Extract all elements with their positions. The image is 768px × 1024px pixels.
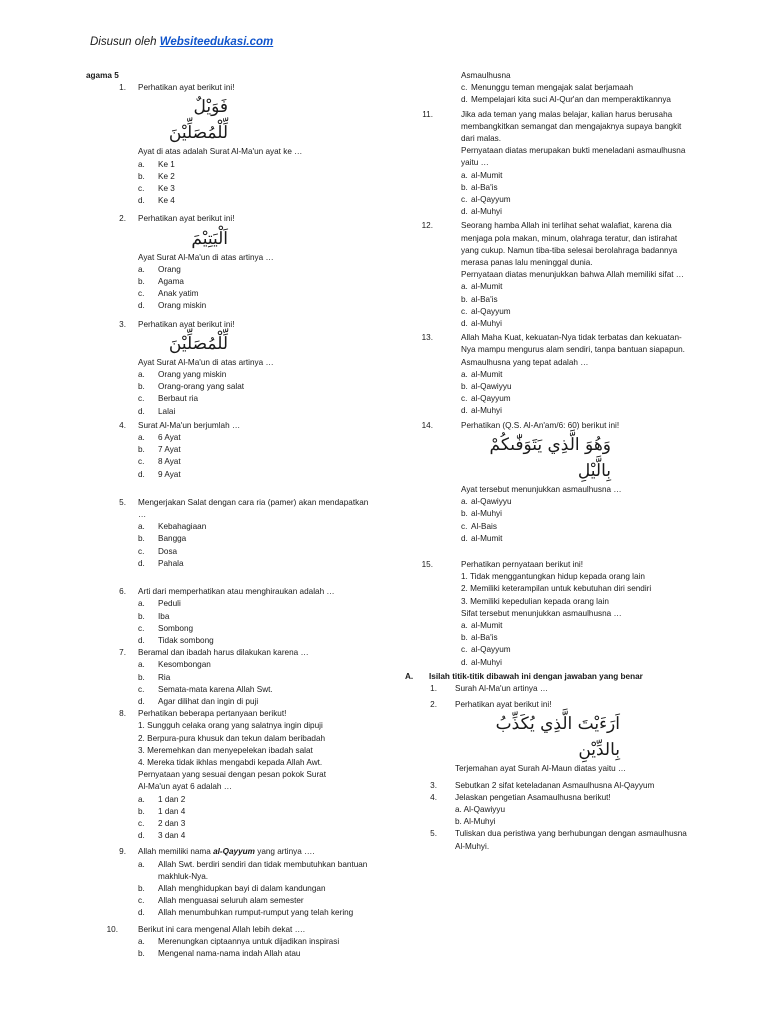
option-text: 6 Ayat — [158, 433, 181, 443]
option-text: Iba — [158, 611, 170, 621]
essay-5 — [405, 828, 695, 852]
question-3 — [86, 319, 376, 418]
question-7 — [86, 647, 376, 708]
answer-option — [461, 521, 695, 533]
answer-option — [138, 696, 376, 708]
option-letter: a. — [138, 159, 145, 169]
option-text: al-Mumit — [471, 369, 503, 379]
answer-option — [138, 635, 376, 647]
question-prompt: Ayat tersebut menunjukkan asmaulhusna … — [461, 484, 622, 494]
option-text: al-Qayyum — [471, 394, 511, 404]
option-letter: d. — [138, 696, 145, 706]
answer-option — [138, 859, 376, 883]
option-letter: a. — [138, 660, 145, 670]
option-letter: d. — [461, 657, 468, 667]
statement-line: 3. Meremehkan dan menyepelekan ibadah salat — [138, 745, 313, 755]
option-text: Lalai — [158, 406, 176, 416]
answer-option — [138, 456, 376, 468]
question-text: Jika ada teman yang malas belajar, kalian harus berusaha membangkitkan semangat dan mengajaknya supaya bangkit dari malas. — [461, 109, 682, 144]
option-letter: c. — [138, 818, 145, 828]
answer-option — [461, 194, 695, 206]
question-number: 3. — [119, 319, 126, 329]
option-letter: d. — [138, 469, 145, 479]
answer-option — [461, 82, 695, 94]
option-letter: c. — [138, 546, 145, 556]
answer-option — [138, 659, 376, 671]
option-letter: a. — [461, 170, 468, 180]
option-letter: c. — [138, 896, 145, 906]
option-text: Kesombongan — [158, 660, 211, 670]
question-header — [86, 82, 376, 94]
option-letter: b. — [461, 633, 468, 643]
option-text: Mempelajari kita suci Al-Qur'an dan memperaktikannya — [471, 95, 671, 105]
option-text: al-Ba'is — [471, 294, 498, 304]
answer-option — [138, 883, 376, 895]
answer-option — [138, 672, 376, 684]
question-text: Arti dari memperhatikan atau menghiraukan adalah … — [138, 587, 335, 597]
question-number: 13. — [421, 333, 433, 343]
statement-line: 2. Berpura-pura khusuk dan tekun dalam beribadah — [138, 733, 326, 743]
question-text-post: yang artinya …. — [254, 847, 315, 857]
option-letter: c. — [461, 83, 468, 93]
question-number: 6. — [119, 587, 126, 597]
essay-number: 2. — [430, 700, 437, 710]
document-header — [90, 36, 273, 48]
option-text: Orang-orang yang salat — [158, 382, 245, 392]
option-letter: b. — [138, 672, 145, 682]
option-letter: b. — [138, 948, 145, 958]
option-letter: c. — [138, 184, 145, 194]
answer-option — [461, 94, 695, 106]
answer-option — [461, 657, 695, 669]
question-text: Allah Maha Kuat, kekuatan-Nya tidak terbatas dan kekuatan-Nya mampu mengurus alam sendiri, tanpa bantuan siapapun. — [461, 333, 685, 355]
question-text: Perhatikan pernyataan berikut ini! — [461, 559, 583, 569]
option-letter: d. — [138, 196, 145, 206]
answer-option — [461, 206, 695, 218]
answer-option — [138, 264, 376, 276]
question-header — [86, 924, 376, 936]
question-header — [86, 497, 376, 521]
question-text: Perhatikan (Q.S. Al-An'am/6: 60) berikut ini! — [461, 420, 620, 430]
left-column — [86, 70, 376, 960]
option-letter: c. — [138, 457, 145, 467]
answer-option — [461, 508, 695, 520]
option-text: al-Qayyum — [471, 195, 511, 205]
question-header — [86, 586, 376, 598]
essay-2 — [405, 699, 695, 775]
answer-option — [461, 533, 695, 545]
option-text: 1 dan 4 — [158, 806, 186, 816]
option-letter: d. — [461, 533, 468, 543]
question-header — [405, 220, 695, 269]
answer-option — [461, 644, 695, 656]
option-text: 3 dan 4 — [158, 831, 186, 841]
answer-option — [138, 794, 376, 806]
essay-header — [405, 792, 695, 804]
answer-option — [461, 393, 695, 405]
answer-option — [461, 318, 695, 330]
answer-option — [461, 281, 695, 293]
option-letter: d. — [461, 95, 468, 105]
option-letter: a. — [461, 497, 468, 507]
option-text: al-Muhyi — [471, 406, 502, 416]
question-text: Berikut ini cara mengenal Allah lebih dekat …. — [138, 924, 306, 934]
answer-option — [138, 623, 376, 635]
question-header — [405, 109, 695, 146]
option-text: Orang miskin — [158, 301, 207, 311]
option-letter: d. — [461, 207, 468, 217]
sub-item: b. Al-Muhyi — [455, 817, 496, 827]
section-a-heading: A. Isilah titik-titik dibawah ini dengan jawaban yang benar — [405, 671, 643, 681]
option-text: al-Mumit — [471, 533, 503, 543]
option-letter: b. — [138, 382, 145, 392]
option-text: Agar dilihat dan ingin di puji — [158, 696, 259, 706]
question-header — [86, 846, 376, 858]
answer-option — [461, 405, 695, 417]
statement-line: Pernyataan yang sesuai dengan pesan pokok Surat — [138, 770, 326, 780]
answer-option — [138, 393, 376, 405]
option-letter: a. — [138, 936, 145, 946]
sub-item: a. Al-Qawiyyu — [455, 804, 506, 814]
question-6 — [86, 586, 376, 647]
header-prefix: Disusun oleh — [90, 36, 160, 48]
option-letter: c. — [138, 394, 145, 404]
answer-option — [138, 830, 376, 842]
option-letter: a. — [461, 369, 468, 379]
answer-option — [138, 818, 376, 830]
statement-line: 3. Memiliki kepedulian kepada orang lain — [461, 596, 609, 606]
essay-4 — [405, 792, 695, 829]
question-13 — [405, 332, 695, 417]
option-letter: a. — [138, 264, 145, 274]
option-letter: b. — [461, 509, 468, 519]
option-letter: a. — [138, 433, 145, 443]
question-number: 5. — [119, 497, 126, 507]
question-header — [86, 213, 376, 225]
question-number: 2. — [119, 214, 126, 224]
option-text: 7 Ayat — [158, 445, 181, 455]
question-number: 8. — [119, 709, 126, 719]
statement-line: Al-Ma'un ayat 6 adalah … — [138, 782, 232, 792]
question-header — [405, 559, 695, 571]
option-text: Semata-mata karena Allah Swt. — [158, 684, 273, 694]
answer-option — [138, 381, 376, 393]
question-text: Perhatikan ayat berikut ini! — [138, 83, 235, 93]
option-letter: b. — [461, 294, 468, 304]
question-10 — [86, 924, 376, 961]
question-12 — [405, 220, 695, 330]
question-5 — [86, 497, 376, 570]
question-text-pre: Allah memiliki nama — [138, 847, 214, 857]
answer-option — [461, 170, 695, 182]
answer-option — [138, 159, 376, 171]
answer-option — [461, 620, 695, 632]
arabic-verse: وَهُوَ الَّذِي يَتَوَفّٰىكُمْ بِالَّيْلِ — [489, 434, 611, 481]
right-column — [405, 70, 695, 853]
option-letter: c. — [138, 623, 145, 633]
option-letter: b. — [138, 277, 145, 287]
essay-prompt: Terjemahan ayat Surah Al-Maun diatas yaitu … — [455, 764, 627, 774]
option-text: al-Mumit — [471, 170, 503, 180]
essay-number: 4. — [430, 792, 437, 802]
question-number: 11. — [422, 109, 433, 119]
question-number: 9. — [119, 847, 126, 857]
question-number: 12. — [421, 221, 433, 231]
option-letter: a. — [138, 859, 145, 869]
option-text: Bangga — [158, 534, 187, 544]
option-text: al-Muhyi — [471, 509, 502, 519]
answer-option — [461, 496, 695, 508]
statement-line: 1. Tidak menggantungkan hidup kepada orang lain — [461, 572, 645, 582]
essay-1 — [405, 683, 695, 695]
question-header — [86, 708, 376, 720]
option-text: Orang yang miskin — [158, 370, 227, 380]
option-text: al-Qawiyyu — [471, 382, 512, 392]
option-letter: c. — [461, 645, 468, 655]
question-number: 7. — [119, 648, 126, 658]
option-text: Peduli — [158, 599, 181, 609]
answer-option — [461, 294, 695, 306]
question-8 — [86, 708, 376, 842]
option-text: Mengenal nama-nama indah Allah atau — [158, 948, 301, 958]
answer-option — [461, 306, 695, 318]
question-prompt: Pernyataan diatas merupakan bukti meneladani asmaulhusna yaitu … — [461, 146, 686, 168]
question-prompt: Asmaulhusna yang tepat adalah … — [461, 357, 589, 367]
essay-text: Tuliskan dua peristiwa yang berhubungan dengan asmaulhusna Al-Muhyi. — [455, 829, 687, 851]
question-text: Mengerjakan Salat dengan cara ria (pamer) akan mendapatkan … — [138, 497, 369, 520]
arabic-verse: اَرَءَيْتَ الَّذِي يُكَذِّبُ بِالدِّيْنِ — [495, 714, 620, 761]
question-number: 4. — [119, 420, 126, 430]
option-text: Dosa — [158, 546, 178, 556]
option-letter: d. — [138, 301, 145, 311]
question-4 — [86, 420, 376, 481]
option-text: Allah menumbuhkan rumput-rumput yang telah kering — [158, 908, 354, 918]
answer-option — [138, 546, 376, 558]
essay-text: Sebutkan 2 sifat keteladanan Asmaulhusna Al-Qayyum — [455, 780, 655, 790]
answer-option — [461, 182, 695, 194]
option-text: al-Muhyi — [471, 657, 502, 667]
option-letter: d. — [138, 558, 145, 568]
question-header — [86, 420, 376, 432]
answer-option — [138, 195, 376, 207]
question-1 — [86, 82, 376, 207]
answer-option — [138, 806, 376, 818]
option-text: Tidak sombong — [158, 635, 214, 645]
arabic-verse: فَوَيْلٌ لِّلْمُصَلِّيْنَ — [168, 97, 228, 144]
essay-number: 3. — [430, 780, 437, 790]
answer-option — [138, 406, 376, 418]
option-text: al-Ba'is — [471, 182, 498, 192]
option-letter: d. — [138, 406, 145, 416]
answer-option — [461, 369, 695, 381]
continued-line: Asmaulhusna — [461, 71, 511, 80]
option-letter: b. — [138, 883, 145, 893]
option-letter: c. — [138, 684, 145, 694]
statement-line: Sifat tersebut menunjukkan asmaulhusna … — [461, 608, 622, 618]
option-text: Allah Swt. berdiri sendiri dan tidak membutuhkan bantuan makhluk-Nya. — [158, 859, 368, 881]
option-letter: b. — [138, 171, 145, 181]
answer-option — [138, 558, 376, 570]
option-text: Ke 1 — [158, 159, 175, 169]
option-text: 9 Ayat — [158, 469, 181, 479]
answer-option — [138, 276, 376, 288]
answer-option — [138, 895, 376, 907]
question-prompt: Pernyataan diatas menunjukkan bahwa Allah memiliki sifat … — [461, 270, 684, 280]
question-text: Seorang hamba Allah ini terlihat sehat walafiat, karena dia menjaga pola makan, minum, olahraga teratur, dan istirahat yang cukup. Namun tiba-tiba selesai berolahraga badannya merasa panas lalu meninggal dunia. — [461, 221, 678, 268]
essay-text: Surah Al-Ma'un artinya … — [455, 683, 549, 693]
question-number: 14. — [421, 420, 433, 430]
website-link[interactable]: Websiteedukasi.com — [159, 36, 274, 48]
question-header — [405, 332, 695, 356]
essay-header — [405, 699, 695, 711]
essay-number: 5. — [430, 829, 437, 839]
option-letter: d. — [138, 908, 145, 918]
option-text: al-Qayyum — [471, 645, 511, 655]
question-text: Beramal dan ibadah harus dilakukan karena … — [138, 648, 309, 658]
statement-line: 2. Memiliki keterampilan untuk kebutuhan diri sendiri — [461, 584, 652, 594]
question-prompt: Ayat di atas adalah Surat Al-Ma'un ayat ke … — [138, 147, 303, 157]
option-letter: d. — [138, 831, 145, 841]
essay-header — [405, 828, 695, 852]
option-letter: b. — [138, 445, 145, 455]
option-text: Merenungkan ciptaannya untuk dijadikan inspirasi — [158, 936, 340, 946]
option-text: Ria — [158, 672, 171, 682]
essay-number: 1. — [430, 683, 437, 693]
option-letter: c. — [461, 306, 468, 316]
option-text: Berbaut ria — [158, 394, 199, 404]
essay-text: Perhatikan ayat berikut ini! — [455, 700, 552, 710]
option-text: al-Qayyum — [471, 306, 511, 316]
option-letter: a. — [138, 522, 145, 532]
option-letter: a. — [138, 599, 145, 609]
question-number: 10. — [106, 924, 118, 934]
arabic-verse: لِّلْمُصَلِّيْنَ — [168, 333, 228, 354]
option-text: Agama — [158, 277, 184, 287]
subject-label: agama 5 — [86, 71, 119, 80]
option-text: Allah menghidupkan bayi di dalam kandungan — [158, 883, 326, 893]
question-9 — [86, 846, 376, 919]
option-letter: a. — [138, 370, 145, 380]
essay-header — [405, 683, 695, 695]
answer-option — [138, 183, 376, 195]
option-text: al-Ba'is — [471, 633, 498, 643]
answer-option — [138, 684, 376, 696]
question-text: Perhatikan beberapa pertanyaan berikut! — [138, 709, 287, 719]
option-text: Ke 4 — [158, 196, 175, 206]
option-text: Ke 3 — [158, 184, 175, 194]
option-letter: a. — [138, 794, 145, 804]
question-keyword: al-Qayyum — [213, 847, 255, 857]
question-11 — [405, 109, 695, 219]
option-letter: c. — [138, 289, 145, 299]
question-number: 15. — [421, 559, 433, 569]
answer-option — [138, 288, 376, 300]
option-letter: a. — [461, 620, 468, 630]
question-15 — [405, 559, 695, 669]
question-text — [138, 846, 376, 858]
option-letter: d. — [138, 635, 145, 645]
option-text: al-Mumit — [471, 282, 503, 292]
answer-option — [138, 611, 376, 623]
answer-option — [138, 300, 376, 312]
question-text: Perhatikan ayat berikut ini! — [138, 319, 235, 329]
statement-line: 4. Mereka tidak ikhlas mengabdi kepada Allah Awt. — [138, 757, 323, 767]
answer-option — [138, 444, 376, 456]
answer-option — [138, 171, 376, 183]
option-text: al-Muhyi — [471, 207, 502, 217]
option-text: Orang — [158, 264, 181, 274]
answer-option — [138, 533, 376, 545]
answer-option — [461, 632, 695, 644]
essay-header — [405, 780, 695, 792]
option-letter: c. — [461, 195, 468, 205]
option-letter: d. — [461, 319, 468, 329]
option-text: Sombong — [158, 623, 194, 633]
answer-option — [138, 907, 376, 919]
option-text: Anak yatim — [158, 289, 199, 299]
option-letter: d. — [461, 406, 468, 416]
answer-option — [138, 432, 376, 444]
option-text: al-Qawiyyu — [471, 497, 512, 507]
option-text: Ke 2 — [158, 171, 175, 181]
option-text: 1 dan 2 — [158, 794, 186, 804]
question-10-continued — [405, 70, 695, 107]
option-letter: c. — [461, 394, 468, 404]
option-letter: c. — [461, 521, 468, 531]
arabic-verse: اَلْيَتِيْمَ — [191, 228, 228, 249]
statement-line: 1. Sungguh celaka orang yang salatnya ingin dipuji — [138, 721, 323, 731]
answer-option — [138, 369, 376, 381]
question-text: Perhatikan ayat berikut ini! — [138, 214, 235, 224]
option-letter: b. — [461, 182, 468, 192]
question-header — [86, 647, 376, 659]
option-text: Al-Bais — [471, 521, 497, 531]
answer-option — [138, 521, 376, 533]
option-text: Allah menguasai seluruh alam semester — [158, 896, 304, 906]
option-letter: b. — [138, 611, 145, 621]
answer-option — [138, 469, 376, 481]
essay-3 — [405, 780, 695, 792]
question-header — [86, 319, 376, 331]
option-letter: a. — [461, 282, 468, 292]
option-text: 2 dan 3 — [158, 818, 186, 828]
option-text: al-Muhyi — [471, 319, 502, 329]
answer-option — [138, 948, 376, 960]
answer-option — [461, 381, 695, 393]
question-prompt: Ayat Surat Al-Ma'un di atas artinya … — [138, 357, 274, 367]
option-text: 8 Ayat — [158, 457, 181, 467]
question-2 — [86, 213, 376, 312]
option-letter: b. — [461, 382, 468, 392]
option-text: Menunggu teman mengajak salat berjamaah — [471, 83, 634, 93]
answer-option — [138, 936, 376, 948]
answer-option — [138, 598, 376, 610]
question-header — [405, 420, 695, 432]
option-text: al-Mumit — [471, 620, 503, 630]
question-number: 1. — [119, 83, 126, 93]
option-letter: b. — [138, 806, 145, 816]
essay-text: Jelaskan pengetian Asamaulhusna berikut! — [455, 792, 611, 802]
option-text: Pahala — [158, 558, 184, 568]
option-letter: b. — [138, 534, 145, 544]
question-text: Surat Al-Ma'un berjumlah … — [138, 420, 241, 430]
option-text: Kebahagiaan — [158, 522, 207, 532]
question-14 — [405, 420, 695, 545]
question-prompt: Ayat Surat Al-Ma'un di atas artinya … — [138, 252, 274, 262]
